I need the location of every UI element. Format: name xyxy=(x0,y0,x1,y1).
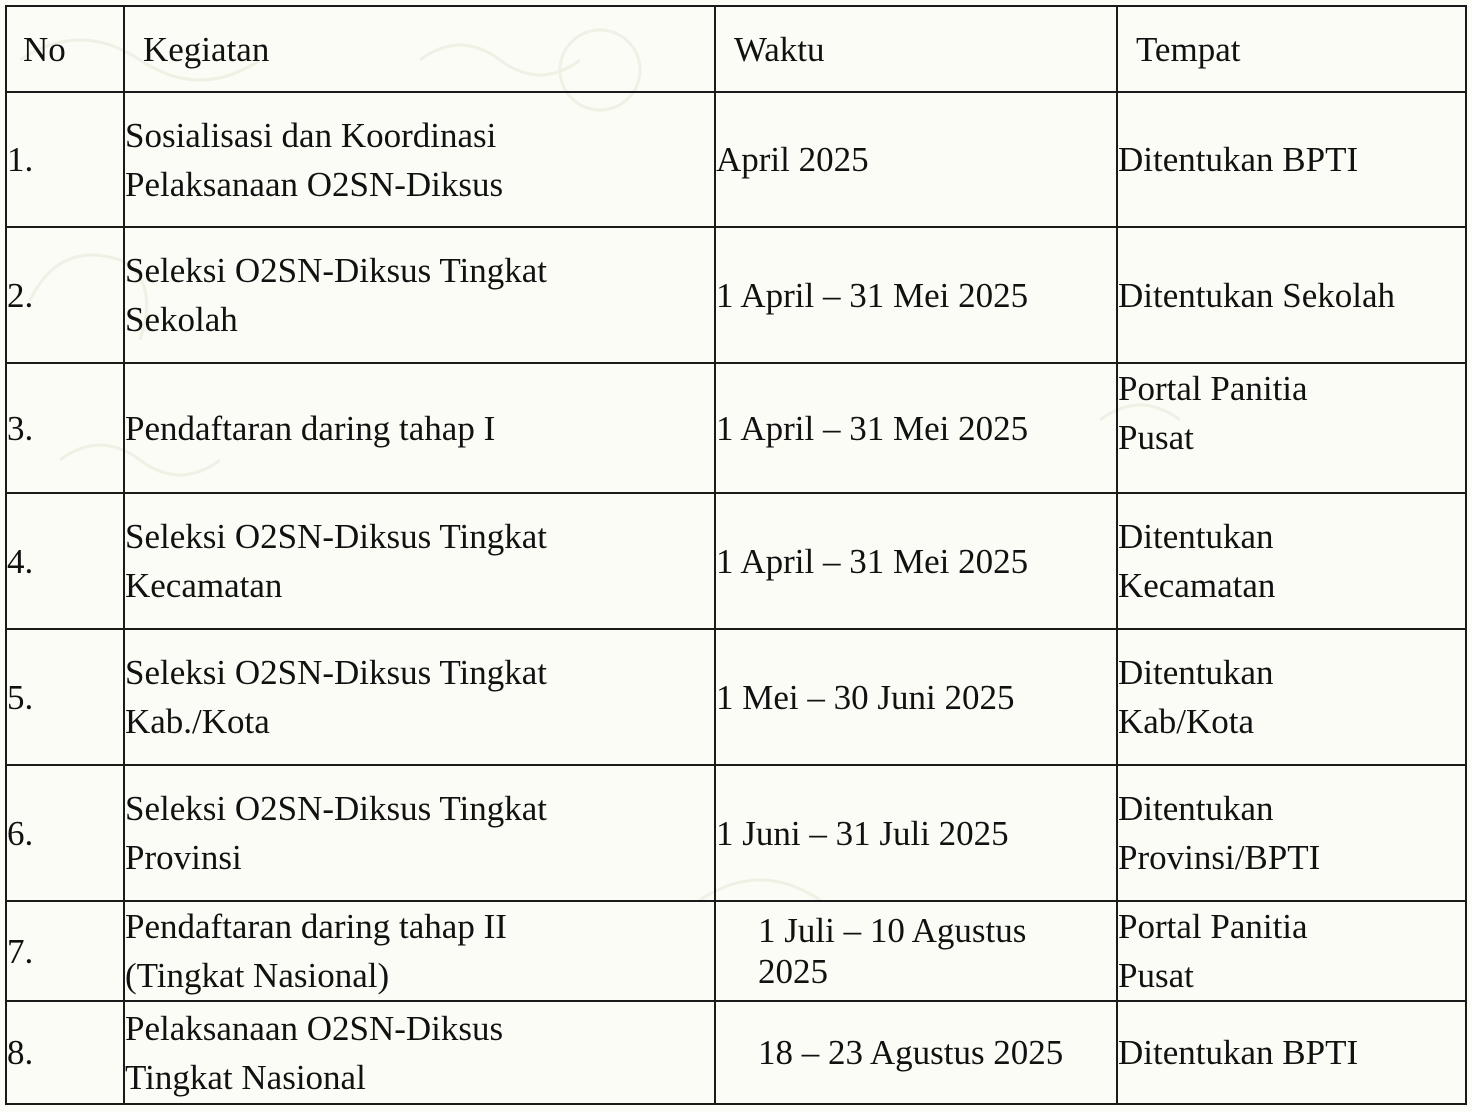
waktu-cell xyxy=(715,765,1117,901)
kegiatan-line: Sosialisasi dan Koordinasi xyxy=(125,115,497,155)
kegiatan-line: Pelaksanaan O2SN-Diksus xyxy=(125,164,504,204)
kegiatan-line: Kecamatan xyxy=(125,566,283,605)
tempat-cell xyxy=(1117,493,1466,629)
waktu-line: 1 April – 31 Mei 2025 xyxy=(716,541,1029,581)
tempat-line: Portal Panitia xyxy=(1118,907,1308,946)
kegiatan-cell xyxy=(124,765,715,901)
table-row xyxy=(6,901,1466,1001)
table-row xyxy=(6,493,1466,629)
waktu-line: 1 Mei – 30 Juni 2025 xyxy=(716,677,1015,717)
waktu-cell xyxy=(715,363,1117,493)
tempat-cell xyxy=(1117,765,1466,901)
waktu-cell xyxy=(715,1001,1117,1104)
kegiatan-line: Pelaksanaan O2SN-Diksus xyxy=(125,1008,504,1048)
table-row xyxy=(6,92,1466,227)
row-number: 1. xyxy=(6,92,124,227)
waktu-line: 1 Juni – 31 Juli 2025 xyxy=(716,813,1009,853)
tempat-line: Pusat xyxy=(1118,418,1194,457)
kegiatan-line: Provinsi xyxy=(125,838,242,877)
kegiatan-line: Seleksi O2SN-Diksus Tingkat xyxy=(125,517,548,556)
kegiatan-cell xyxy=(124,1001,715,1104)
waktu-line: 18 – 23 Agustus 2025 xyxy=(758,1033,1064,1072)
waktu-line: 1 April – 31 Mei 2025 xyxy=(716,408,1029,448)
tempat-cell xyxy=(1117,363,1466,493)
waktu-cell xyxy=(715,629,1117,765)
schedule-table xyxy=(5,5,1467,1105)
waktu-line: April 2025 xyxy=(716,140,869,179)
tempat-line: Ditentukan BPTI xyxy=(1118,1033,1359,1072)
tempat-cell xyxy=(1117,901,1466,1001)
row-number: 3. xyxy=(6,363,124,493)
table-row xyxy=(6,1001,1466,1104)
tempat-line: Ditentukan xyxy=(1118,517,1274,556)
kegiatan-line: Seleksi O2SN-Diksus Tingkat xyxy=(125,251,548,290)
kegiatan-line: (Tingkat Nasional) xyxy=(125,956,390,995)
row-number: 6. xyxy=(6,765,124,901)
kegiatan-cell xyxy=(124,629,715,765)
tempat-line: Portal Panitia xyxy=(1118,369,1308,408)
table-row xyxy=(6,629,1466,765)
waktu-line: 1 April – 31 Mei 2025 xyxy=(716,275,1029,315)
kegiatan-line: Pendaftaran daring tahap II xyxy=(125,907,507,946)
waktu-line: 1 Juli – 10 Agustus xyxy=(758,911,1027,950)
tempat-line: Kecamatan xyxy=(1118,566,1276,605)
kegiatan-cell xyxy=(124,901,715,1001)
header-tempat: Tempat xyxy=(1117,6,1466,92)
tempat-line: Kab/Kota xyxy=(1118,702,1255,741)
tempat-line: Pusat xyxy=(1118,956,1194,995)
tempat-cell xyxy=(1117,227,1466,363)
tempat-line: Ditentukan xyxy=(1118,789,1274,828)
kegiatan-cell xyxy=(124,493,715,629)
header-kegiatan: Kegiatan xyxy=(124,6,715,92)
header-no: No xyxy=(6,6,124,92)
row-number: 5. xyxy=(6,629,124,765)
kegiatan-cell xyxy=(124,92,715,227)
kegiatan-line: Seleksi O2SN-Diksus Tingkat xyxy=(125,789,548,828)
kegiatan-line: Sekolah xyxy=(125,300,238,339)
tempat-cell xyxy=(1117,92,1466,227)
tempat-cell xyxy=(1117,1001,1466,1104)
row-number: 7. xyxy=(6,901,124,1001)
tempat-line: Ditentukan Sekolah xyxy=(1118,275,1396,315)
tempat-line: Provinsi/BPTI xyxy=(1118,838,1321,877)
table-header-row xyxy=(6,6,1466,92)
waktu-cell xyxy=(715,227,1117,363)
row-number: 2. xyxy=(6,227,124,363)
table-row xyxy=(6,227,1466,363)
tempat-line: Ditentukan BPTI xyxy=(1118,140,1359,179)
waktu-cell xyxy=(715,901,1117,1001)
table-row xyxy=(6,765,1466,901)
kegiatan-cell xyxy=(124,227,715,363)
table-row xyxy=(6,363,1466,493)
row-number: 4. xyxy=(6,493,124,629)
waktu-line: 2025 xyxy=(758,952,828,991)
tempat-line: Ditentukan xyxy=(1118,653,1274,692)
kegiatan-cell xyxy=(124,363,715,493)
waktu-cell xyxy=(715,493,1117,629)
kegiatan-line: Tingkat Nasional xyxy=(125,1057,366,1097)
kegiatan-line: Pendaftaran daring tahap I xyxy=(125,408,496,448)
kegiatan-line: Seleksi O2SN-Diksus Tingkat xyxy=(125,653,548,692)
tempat-cell xyxy=(1117,629,1466,765)
row-number: 8. xyxy=(6,1001,124,1104)
kegiatan-line: Kab./Kota xyxy=(125,702,270,741)
header-waktu: Waktu xyxy=(715,6,1117,92)
waktu-cell xyxy=(715,92,1117,227)
